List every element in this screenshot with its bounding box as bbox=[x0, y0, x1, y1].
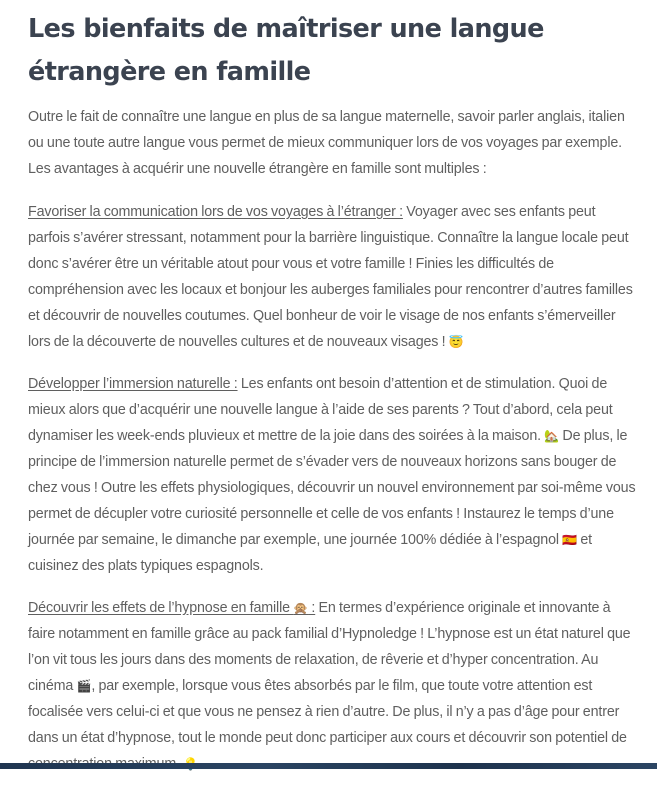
article-title: Les bienfaits de maîtriser une langue étrangère en famille bbox=[28, 14, 544, 87]
smiling-face-with-halo-icon: 😇 bbox=[448, 335, 464, 349]
section-lead: Développer l’immersion naturelle : bbox=[28, 376, 238, 392]
section-body: De plus, le principe de l’immersion naturelle permet de s’évader vers de nouveaux horizons sans bouger de chez vous ! Outre les effets physiologiques, découvrir un nouvel environnement par soi-même vous permet de décupler votre curiosité personnelle et celle de vos enfants ! Instaurez le temps d’une journée par semaine, le dimanche par exemple, une journée 100% dédiée à l’espagnol bbox=[28, 428, 636, 548]
section-lead bbox=[28, 600, 315, 616]
section-family-hypnosis bbox=[28, 595, 640, 777]
section-body: Les enfants ont besoin d’attention et de stimulation. Quoi de mieux alors que d’acquérir une nouvelle langue à l’aide de ses parents ? Tout d’abord, cela peut dynamiser les week-ends pluvieux et mettre de la joie dans des soirées à la maison. bbox=[28, 376, 613, 444]
section-body: Voyager avec ses enfants peut parfois s’avérer stressant, notamment pour la barrière linguistique. Connaître la langue locale peut donc s’avérer être un véritable atout pour vous et votre famille ! Finies les difficultés de compréhension avec les locaux et bonjour les auberges familiales pour rencontrer d’autres familles et découvrir de nouvelles coutumes. Quel bonheur de voir le visage de nos enfants s’émerveiller lors de la découverte de nouvelles cultures et de nouveaux visages ! bbox=[28, 204, 633, 350]
section-travel-communication bbox=[28, 199, 640, 355]
section-natural-immersion bbox=[28, 371, 640, 579]
section-lead-text: Découvrir les effets de l’hypnose en famille bbox=[28, 600, 294, 616]
house-with-garden-icon: 🏡 bbox=[544, 429, 560, 443]
clapper-board-icon: 🎬 bbox=[76, 679, 92, 693]
intro-paragraph: Outre le fait de connaître une langue en plus de sa langue maternelle, savoir parler anglais, italien ou une toute autre langue vous permet de mieux communiquer lors de vos voyages par exemple. Les avantages à acquérir une nouvelle étrangère en famille sont multiples : bbox=[28, 109, 625, 177]
section-lead: Favoriser la communication lors de vos voyages à l’étranger : bbox=[28, 204, 403, 220]
speak-no-evil-monkey-icon: 🙊 bbox=[293, 601, 309, 615]
spain-flag-icon: 🇪🇸 bbox=[562, 533, 578, 547]
section-body: , par exemple, lorsque vous êtes absorbés par le film, que toute votre attention est focalisée vers celui-ci et que vous ne pensez à rien d’autre. De plus, il n’y a pas d’âge pour entrer dans un état d’hypnose, tout le monde peut donc participer aux cours et découvrir son potentiel de bbox=[28, 678, 627, 746]
article bbox=[28, 0, 640, 793]
section-body: En termes d’expérience originale et innovante à faire notamment en famille grâce au pack familial d’Hypnoledge ! L’hypnose est un état naturel que l’on vit tous les jours dans des moments de relaxation, de rêverie et d’hyper concentration. Au cinéma bbox=[28, 600, 631, 694]
section-body: et cuisinez des plats typiques espagnols. bbox=[28, 532, 592, 574]
section-lead-end: : bbox=[308, 600, 316, 616]
footer-band bbox=[0, 763, 657, 769]
